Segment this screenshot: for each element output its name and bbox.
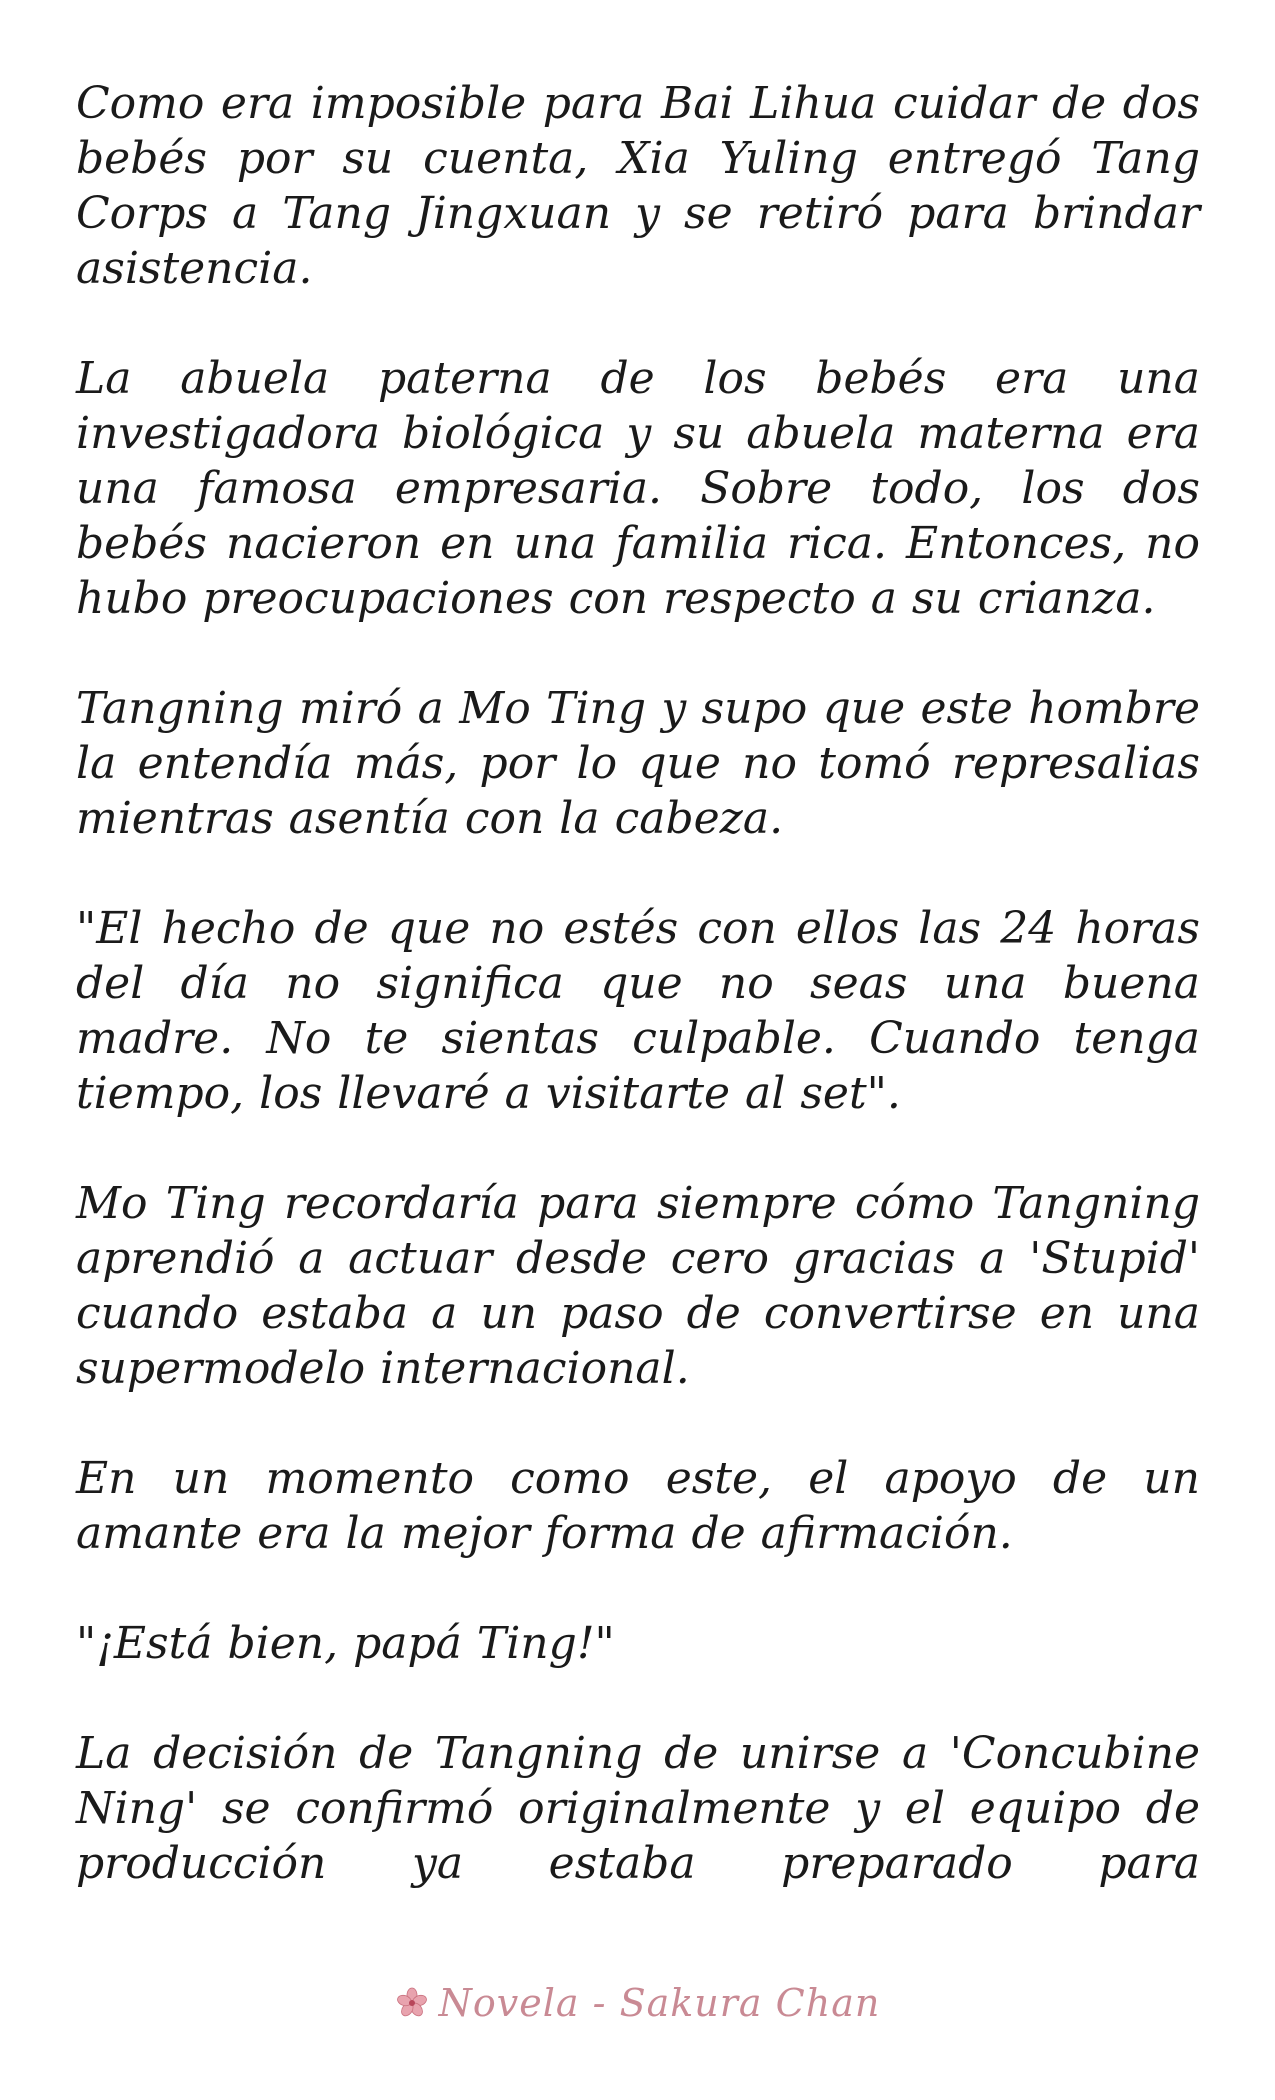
- paragraph-1: Como era imposible para Bai Lihua cuidar de dos bebés por su cuenta, Xia Yuling entregó Tang Corps a Tang Jingxuan y se retiró para brindar asistencia.: [76, 78, 1200, 294]
- watermark-footer: [0, 1978, 1275, 2028]
- paragraph-5: Mo Ting recordaría para siempre cómo Tangning aprendió a actuar desde cero gracias a 'Stupid' cuando estaba a un paso de convertirse en una supermodelo internacional.: [76, 1178, 1200, 1394]
- paragraph-6: En un momento como este, el apoyo de un amante era la mejor forma de afirmación.: [76, 1453, 1200, 1559]
- paragraph-3: Tangning miró a Mo Ting y supo que este hombre la entendía más, por lo que no tomó represalias mientras asentía con la cabeza.: [76, 683, 1200, 844]
- chapter-text: [76, 76, 1200, 1891]
- watermark-text: Novela - Sakura Chan: [438, 1981, 881, 2025]
- paragraph-7: "¡Está bien, papá Ting!": [76, 1618, 615, 1669]
- paragraph-8: La decisión de Tangning de unirse a 'Concubine Ning' se confirmó originalmente y el equipo de producción ya estaba preparado para: [76, 1728, 1200, 1889]
- sakura-flower-icon: [395, 1986, 429, 2020]
- paragraph-2: La abuela paterna de los bebés era una investigadora biológica y su abuela materna era una famosa empresaria. Sobre todo, los dos bebés nacieron en una familia rica. Entonces, no hubo preocupaciones con respecto a su crianza.: [76, 353, 1200, 624]
- paragraph-4: "El hecho de que no estés con ellos las 24 horas del día no significa que no seas una buena madre. No te sientas culpable. Cuando tenga tiempo, los llevaré a visitarte al set".: [76, 903, 1200, 1119]
